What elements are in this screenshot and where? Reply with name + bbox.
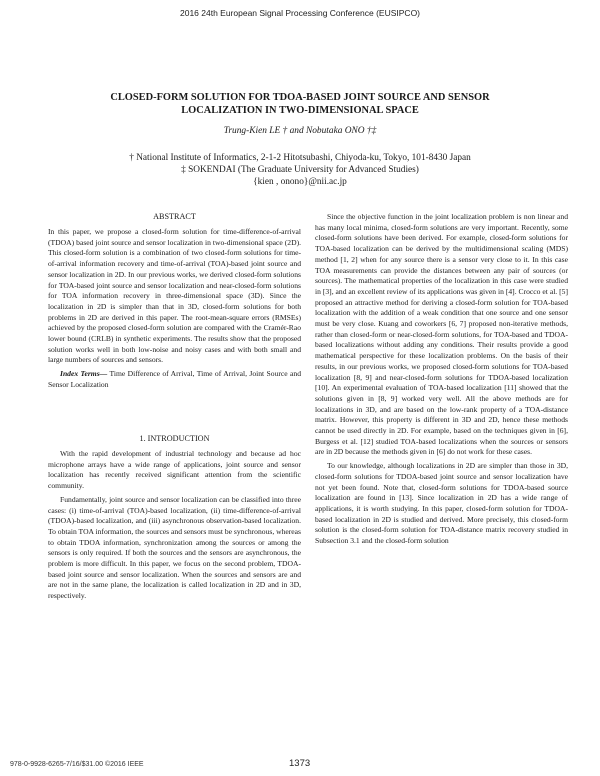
introduction: [48, 449, 301, 602]
paper-title: [60, 91, 540, 117]
intro-paragraph-2: Fundamentally, joint source and sensor localization can be classified into three cases: (i) time-of-arrival (TOA)-based localization, (ii) time-difference-of-arrival (TDOA)-based localization, and (iii) asynchronous observation-based localization. To obtain TOA information, the sources and sensors must be synchronous, whereas to obtain TDOA information, synchronization among the sources or among the sensors is only required. If both the sources and the sensors are asynchronous, the problem is more difficult. In this paper, we focus on the second problem, TDOA-based joint source and sensor localization. When the sources and sensors are and are not in the same plane, the localization is called localization in 2D and in 3D, respectively.: [48, 494, 301, 601]
conference-header: 2016 24th European Signal Processing Conference (EUSIPCO): [179, 8, 421, 18]
intro-paragraph-1: With the rapid development of industrial technology and because ad hoc microphone arrays have a wide range of applications, joint source and sensor localization has recently received significant attention from the scientific community.: [48, 449, 301, 491]
abstract-text: In this paper, we propose a closed-form solution for time-difference-of-arrival (TDOA) based joint source and sensor localization in two-dimensional space (2D). This closed-form solution is a combination of two closed-form solutions for time-of-arrival information recovery and time-of-arrival (TOA)-based joint source and sensor localization in 2D. In our previous works, we derived closed-form solutions for TOA-based joint source and sensor localization and near-closed-form solutions for TOA information recovery in three-dimensional space (3D). Since the localization in 2D is simpler than that in 3D, closed-form solutions for both problems in 2D are derived in this paper. The root-mean-square errors (RMSEs) achieved by the proposed closed-form solution are compared with the Cramér-Rao lower bound (CRLB) in synthetic experiments. The results show that the proposed solution works well in both low-noise and noisy cases and with both small and large numbers of sources and sensors.: [48, 227, 301, 365]
index-terms: [48, 369, 301, 390]
right-paragraph-2: To our knowledge, although localizations in 2D are simpler than those in 3D, closed-form solutions for TDOA-based joint source and sensor localization have not yet been found. Note that, closed-form solutions for TDOA-based source localization are found in [13]. Since localization in 2D has a wide range of applications, it is worth studying. In this paper, closed-form solution for TDOA-based localization in 2D is studied and derived. More precisely, this closed-form solution is the closed-form solution for TOA-distance matrix recovery studied in Subsection 3.1 and the closed-form solution: [315, 461, 568, 546]
affiliation-1: † National Institute of Informatics, 2-1-2 Hitotsubashi, Chiyoda-ku, Tokyo, 101-8430 Japan: [129, 153, 471, 163]
index-terms-text: Time Difference of Arrival, Time of Arrival, Joint Source and Sensor Localization: [48, 369, 301, 389]
authors: Trung-Kien LE † and Nobutaka ONO †‡: [223, 126, 377, 136]
right-paragraph-1: Since the objective function in the joint localization problem is non linear and has many local minima, closed-form solutions are very important. Recently, some closed-form solutions have been derived. For example, closed-form solutions for TOA-based localization can be derived by the multidimensional scaling (MDS) method [1, 2] when for any source there is a sensor very close to it. In this case TOA measurements can provide the distances between any pair of sources (or sources). The mathematical properties of the localization in this case were studied in [3], and an excellent review of its applications was given in [4]. Crocco et al. [5] proposed an attractive method for deriving a closed-form solution for TOA-based localization with the addition of a weak condition that one source and one sensor must be very close. Kuang and coworkers [6, 7] proposed non-iterative methods, rather than closed-form or near-closed-form solutions, for TOA-based and TDOA-based localizations without adding any conditions. Their results provide a good mathematical perspective for these localization problems. On the basis of their results, in our previous works, we proposed closed-form solutions for TOA-based localization [8, 9] and near-closed-form solutions for TDOA-based localization [10]. An experimental evaluation of TOA-based localization [11] showed that the solutions given in [8, 9] worked very well. All the above methods are for localizations in 3D, and are based on the low-rank property of a TOA-distance matrix. However, this property is different in 3D and 2D, hence these methods cannot be used directly in 2D. For example, based on the techniques given in [6], Burgess et al. [12] studied TOA-based localizations when the sources or sensors are in 2D because the methods given in [6] do not work for these cases.: [315, 212, 568, 457]
email: {kien , onono}@nii.ac.jp: [253, 177, 347, 187]
abstract-heading: ABSTRACT: [153, 212, 196, 221]
page-number: 1373: [289, 758, 311, 769]
index-terms-label: Index Terms—: [60, 369, 108, 379]
abstract: [48, 227, 301, 391]
affiliation-2: ‡ SOKENDAI (The Graduate University for Advanced Studies): [181, 165, 419, 175]
right-column: [315, 212, 568, 547]
footer-isbn: 978-0-9928-6265-7/16/$31.00 ©2016 IEEE: [10, 761, 144, 768]
title-line-1: CLOSED-FORM SOLUTION FOR TDOA-BASED JOINT SOURCE AND SENSOR: [110, 92, 490, 103]
affiliations: [0, 152, 600, 188]
title-line-2: LOCALIZATION IN TWO-DIMENSIONAL SPACE: [181, 105, 419, 116]
introduction-heading: 1. INTRODUCTION: [139, 434, 210, 443]
